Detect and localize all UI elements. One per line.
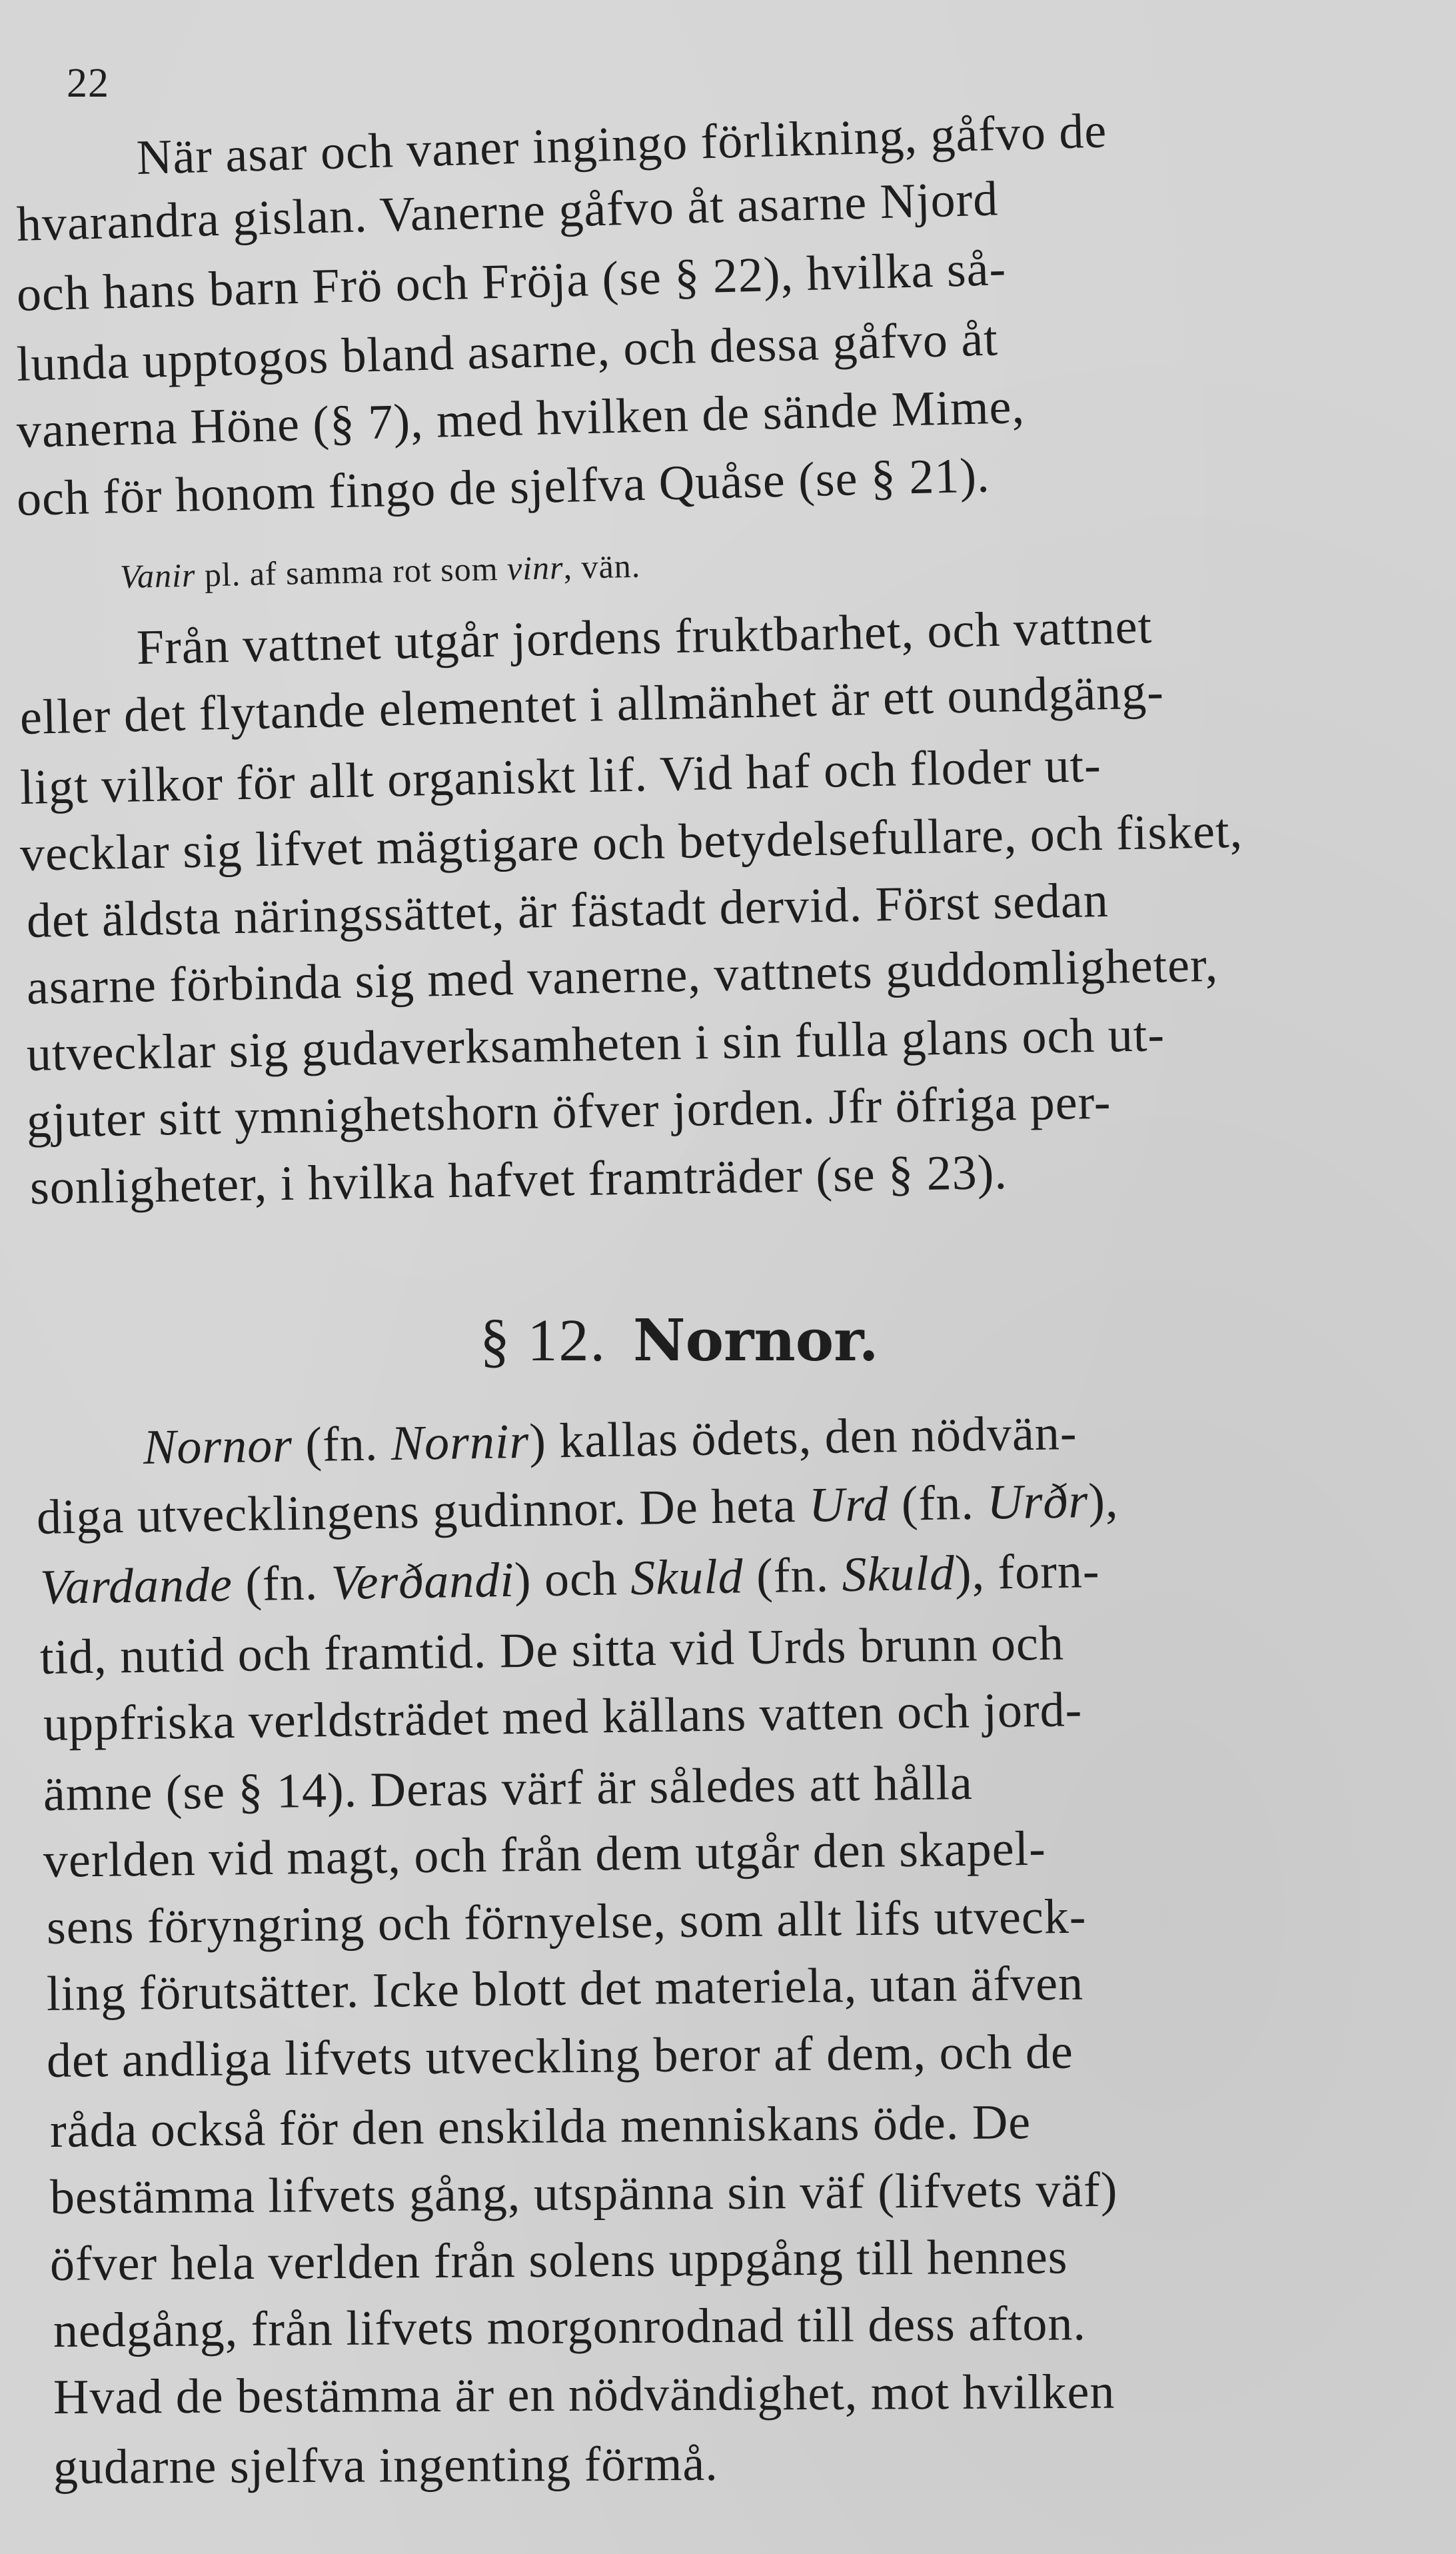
note-term: vinr [506,549,564,587]
text-line: tid, nutid och framtid. De sitta vid Urds brunn och [39,1616,1065,1685]
term: Vardande [39,1557,233,1615]
term: Nornir [390,1414,530,1472]
section-number: § 12. [480,1308,606,1374]
text-line: hvarandra gislan. Vanerne gåfvo åt asarne Njord [15,171,1000,252]
note-text: pl. af samma rot som [195,549,508,594]
text: ) kallas ödets, den nödvän- [528,1405,1078,1469]
text-line: När asar och vaner ingingo förlikning, gåfvo de [135,103,1108,185]
text: (fn. [292,1416,392,1473]
text-line: vanerna Höne (§ 7), med hvilken de sände Mime, [15,379,1026,459]
text-line: asarne förbinda sig med vanerne, vattnets guddomligheter, [26,937,1219,1015]
text-line: verlden vid magt, och från dem utgår den skapel- [43,1821,1047,1888]
text-line: ling förutsätter. Icke blott det materiela, utan äfven [46,1955,1084,2021]
text-line: lunda upptogos bland asarne, och dessa gåfvo åt [15,311,999,392]
text-line: Hvad de bestämma är en nödvändighet, mot hvilken [53,2364,1115,2425]
text-line: och hans barn Frö och Fröja (se § 22), hvilka så- [15,241,1008,322]
term: Skuld [630,1549,744,1606]
text: ) och [514,1551,631,1608]
text-line: eller det flytande elementet i allmänhet är ett oundgäng- [19,664,1165,745]
text-line: det andliga lifvets utveckling beror af dem, och de [46,2024,1074,2088]
text-line: gudarne sjelfva ingenting förmå. [53,2436,718,2495]
term: Skuld [841,1546,956,1603]
text: ), forn- [954,1544,1101,1601]
text-line: sens föryngring och förnyelse, som allt lifs utveck- [46,1889,1087,1955]
term: Verðandi [331,1552,515,1611]
note-text: , vän. [562,547,641,587]
section-title: Nornor. [633,1307,879,1374]
text-line: vecklar sig lifvet mägtigare och betydelsefullare, och fisket, [19,803,1243,882]
text: ), [1088,1473,1119,1529]
text-line: bestämma lifvets gång, utspänna sin väf (lifvets väf) [49,2162,1118,2225]
text: (fn. [743,1548,843,1604]
term: Nornor [143,1418,293,1475]
text-line: nedgång, från lifvets morgonrodnad till dess afton. [53,2296,1087,2358]
text-line: öfver hela verlden från solens uppgång till hennes [49,2229,1068,2291]
term: Urd [808,1476,890,1533]
text-line: råda också för den enskilda menniskans öde. De [49,2095,1032,2158]
text: diga utvecklingens gudinnor. De heta [36,1478,810,1545]
note-term: Vanir [119,556,196,595]
section-heading [480,1306,879,1375]
text-line: uppfriska verldsträdet med källans vatten och jord- [43,1682,1083,1752]
text-line: och för honom fingo de sjelfva Quåse (se § 21). [15,448,991,527]
text-line: sonligheter, i hvilka hafvet framträder (se § 23). [29,1144,1008,1215]
text-line: ligt vilkor för allt organiskt lif. Vid haf och floder ut- [19,738,1102,815]
text-line: ämne (se § 14). Deras värf är således att hålla [43,1755,974,1822]
text-line: utvecklar sig gudaverksamheten i sin fulla glans och ut- [26,1007,1165,1082]
text-line: Från vattnet utgår jordens fruktbarhet, och vattnet [136,599,1153,675]
text: (fn. [232,1556,332,1612]
text: (fn. [888,1475,988,1532]
page-number: 22 [67,61,109,106]
term: Urðr [986,1474,1089,1530]
text-line: gjuter sitt ymnighetshorn öfver jorden. Jfr öfriga per- [26,1074,1112,1148]
text-line: det äldsta näringssättet, är fästadt dervid. Först sedan [26,872,1109,948]
